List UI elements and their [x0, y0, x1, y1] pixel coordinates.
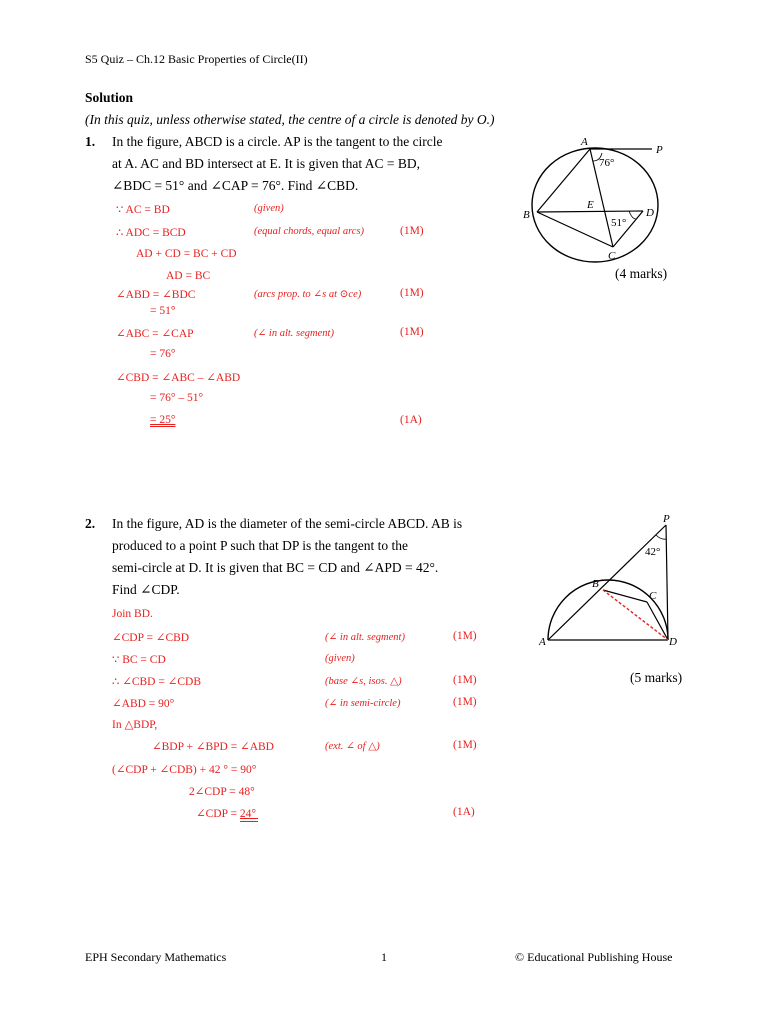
q1-label-d: D — [646, 207, 654, 219]
q1-line3: ∠BDC = 51° and ∠CAP = 76°. Find ∠CBD. — [112, 178, 359, 193]
q1-step-4: AD = BC — [166, 270, 211, 282]
q1-step-8: = 76° — [150, 348, 176, 360]
q2-mark-4: (1M) — [453, 674, 477, 686]
q2-step-9: 2∠CDP = 48° — [189, 786, 255, 798]
q1-chord-bc — [537, 212, 613, 247]
q2-reason-5: (∠ in semi-circle) — [325, 698, 401, 709]
q2-label-a: A — [539, 636, 546, 648]
q2-answer-underline — [240, 818, 258, 822]
q1-mark-2: (1M) — [400, 225, 424, 237]
q2-arc-42 — [656, 535, 666, 539]
q1-angle-bdc: 51° — [611, 217, 627, 229]
q1-step-11: = 25° — [150, 414, 176, 426]
q2-step-8: (∠CDP + ∠CDB) + 42 ° = 90° — [112, 764, 257, 776]
q1-mark-7: (1M) — [400, 326, 424, 338]
q1-angle-cap: 76° — [599, 157, 615, 169]
q2-step-1: Join BD. — [112, 608, 153, 620]
q1-figure — [515, 135, 695, 275]
q2-chord-bc — [603, 590, 647, 602]
q1-label-a: A — [581, 136, 588, 148]
q1-mark-11: (1A) — [400, 414, 422, 426]
q2-reason-2: (∠ in alt. segment) — [325, 632, 405, 643]
footer-right: © Educational Publishing House — [515, 950, 673, 964]
q1-reason-5: (arcs prop. to ∠s at ⊙ce) — [254, 289, 362, 300]
q2-number: 2. — [85, 516, 96, 531]
q2-step-5: ∠ABD = 90° — [112, 698, 175, 710]
q2-figure — [535, 510, 695, 650]
q1-reason-1: (given) — [254, 203, 284, 214]
q2-semicircle — [548, 580, 668, 640]
q1-marks: (4 marks) — [615, 266, 668, 281]
q2-step-3: ∵ BC = CD — [112, 654, 166, 666]
q1-step-3: AD + CD = BC + CD — [136, 248, 237, 260]
q2-mark-5: (1M) — [453, 696, 477, 708]
footer-left: EPH Secondary Mathematics — [85, 950, 227, 964]
q1-step-1: ∵ AC = BD — [116, 204, 170, 216]
q2-line-ap — [548, 525, 666, 640]
q2-step-2: ∠CDP = ∠CBD — [112, 632, 190, 644]
q1-label-e: E — [587, 199, 594, 211]
q2-mark-2: (1M) — [453, 630, 477, 642]
q1-arc-51 — [629, 211, 636, 219]
q1-step-5: ∠ABD = ∠BDC — [116, 289, 196, 301]
q1-step-7: ∠ABC = ∠CAP — [116, 328, 194, 340]
q2-reason-7: (ext. ∠ of △) — [325, 741, 380, 752]
q1-mark-5: (1M) — [400, 287, 424, 299]
page-header: S5 Quiz – Ch.12 Basic Properties of Circle(II) — [85, 52, 308, 66]
q2-mark-7: (1M) — [453, 739, 477, 751]
q2-marks: (5 marks) — [630, 670, 683, 685]
q1-label-p: P — [656, 144, 663, 156]
q2-step-10: ∠CDP = 24° — [196, 808, 256, 820]
q2-step-4: ∴ ∠CBD = ∠CDB — [112, 676, 201, 688]
q1-reason-2: (equal chords, equal arcs) — [254, 226, 365, 237]
q1-line2: at A. AC and BD intersect at E. It is given that AC = BD, — [112, 156, 420, 171]
q1-label-c: C — [608, 250, 616, 262]
q2-reason-4: (base ∠s, isos. △) — [325, 676, 402, 687]
q2-line2: produced to a point P such that DP is the tangent to the — [112, 538, 408, 553]
q2-label-d: D — [669, 636, 677, 648]
q1-line1: In the figure, ABCD is a circle. AP is the tangent to the circle — [112, 134, 443, 149]
q2-step-7: ∠BDP + ∠BPD = ∠ABD — [152, 741, 274, 753]
q2-line3: semi-circle at D. It is given that BC = CD and ∠APD = 42°. — [112, 560, 439, 575]
q1-chord-bd — [537, 211, 643, 212]
q1-label-b: B — [523, 209, 530, 221]
q2-step-6: In △BDP, — [112, 719, 158, 731]
q1-circle — [532, 148, 658, 262]
q2-dashed-bd — [603, 590, 668, 640]
q1-step-6: = 51° — [150, 305, 176, 317]
q1-chord-ab — [537, 149, 590, 212]
q1-number: 1. — [85, 134, 96, 149]
q2-label-b: B — [592, 578, 599, 590]
q2-line1: In the figure, AD is the diameter of the semi-circle ABCD. AB is — [112, 516, 463, 531]
solution-heading: Solution — [85, 90, 134, 105]
q1-step-10: = 76° – 51° — [150, 392, 204, 404]
footer-page-number: 1 — [381, 950, 387, 964]
q1-reason-7: (∠ in alt. segment) — [254, 328, 334, 339]
q1-step-9: ∠CBD = ∠ABC – ∠ABD — [116, 372, 241, 384]
q2-line4: Find ∠CDP. — [112, 582, 180, 597]
solution-note: (In this quiz, unless otherwise stated, the centre of a circle is denoted by O.) — [85, 112, 495, 127]
q2-reason-3: (given) — [325, 653, 355, 664]
q1-step-2: ∴ ADC = BCD — [116, 227, 186, 239]
q2-mark-10: (1A) — [453, 806, 475, 818]
q2-label-p: P — [663, 513, 670, 525]
q2-label-c: C — [649, 590, 657, 602]
q2-angle-apd: 42° — [645, 546, 661, 558]
